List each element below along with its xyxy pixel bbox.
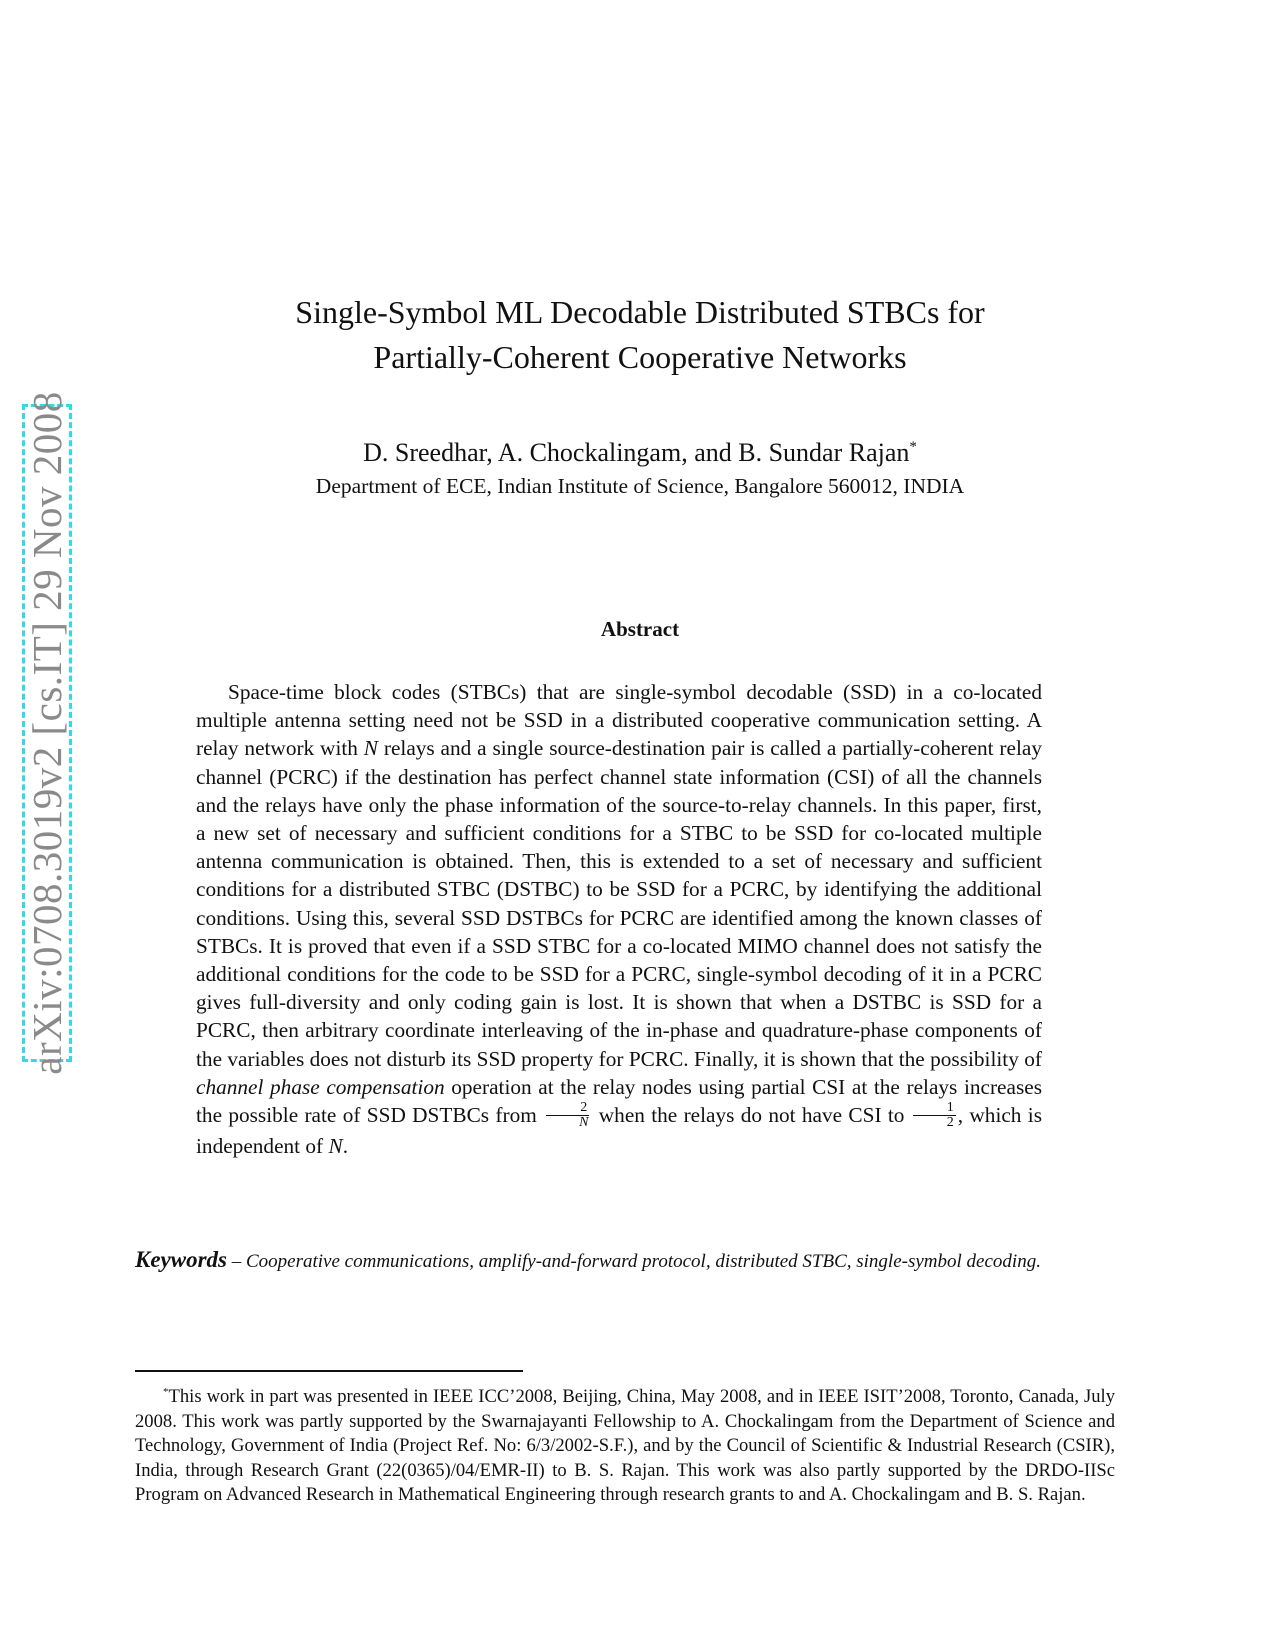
abstract-heading: Abstract (600, 617, 680, 641)
fraction-denominator: 2 (946, 1114, 954, 1130)
abstract-text-1: Space-time block codes (STBCs) that are single-symbol decodable (SSD) in a co-located multiple antenna setting need not be SSD in a distributed cooperative communication setting. A relay network with (196, 680, 1042, 761)
paper-title (150, 290, 1130, 380)
title-line-2: Partially-Coherent Cooperative Networks (373, 339, 907, 375)
fraction-numerator: 2 (546, 1101, 589, 1116)
arxiv-stamp-text: arXiv:0708.3019v2 [cs.IT] 29 Nov 2008 (24, 391, 71, 1075)
affiliation: Department of ECE, Indian Institute of Science, Bangalore 560012, INDIA (315, 474, 965, 498)
abstract-text-4: when the relays do not have CSI to (592, 1103, 911, 1128)
abstract-body (196, 678, 1042, 1160)
abstract-text-6: . (342, 1133, 349, 1158)
keywords (135, 1238, 1115, 1284)
title-line-1: Single-Symbol ML Decodable Distributed STBCs for (295, 294, 985, 330)
footnote-rule (135, 1370, 523, 1372)
fraction-numerator: 1 (913, 1101, 956, 1116)
fraction-two-over-n (545, 1101, 590, 1130)
abstract-text-5: , which is independent of (196, 1103, 1042, 1158)
abstract-emphasis: channel phase compensation (196, 1074, 445, 1099)
footnote-text: This work in part was presented in IEEE ICC’2008, Beijing, China, May 2008, and in IEEE ISIT’2008, Toronto, Canada, July 2008. This work was partly supported by the Swarnajayanti Fellowship to A. Chockalingam from the Department of Science and Technology, Government of India (Project Ref. No: 6/3/2002-S.F.), and by the Council of Scientific & Industrial Research (CSIR), India, through Research Grant (22(0365)/04/EMR-II) to B. S. Rajan. This work was also partly supported by the DRDO-IISc Program on Advanced Research in Mathematical Engineering through research grants to and A. Chockalingam and B. S. Rajan. (135, 1386, 1115, 1506)
footnote-mark: * (163, 1386, 169, 1398)
author-footnote-mark: * (909, 439, 917, 455)
abstract-var-n: N (363, 736, 378, 761)
keywords-label: Keywords (135, 1247, 227, 1272)
abstract-text-2: relays and a single source-destination pair is called a partially-coherent relay channel (PCRC) if the destination has perfect channel state information (CSI) of all the channels and the relays have only the phase information of the source-to-relay channels. In this paper, first, a new set of necessary and sufficient conditions for a STBC to be SSD for co-located multiple antenna communication is obtained. Then, this is extended to a set of necessary and sufficient conditions for a distributed STBC (DSTBC) to be SSD for a PCRC, by identifying the additional conditions. Using this, several SSD DSTBCs for PCRC are identified among the known classes of STBCs. It is proved that even if a SSD STBC for a co-located MIMO channel does not satisfy the additional conditions for the code to be SSD for a PCRC, single-symbol decoding of it in a PCRC gives full-diversity and only coding gain is lost. It is shown that when a DSTBC is SSD for a PCRC, then arbitrary coordinate interleaving of the in-phase and quadrature-phase components of the variables does not disturb its SSD property for PCRC. Finally, it is shown that the possibility of (196, 736, 1042, 1071)
footnote (135, 1380, 1115, 1508)
abstract-text-3: operation at the relay nodes using partial CSI at the relays increases the possible rate of SSD DSTBCs from (196, 1074, 1042, 1128)
fraction-denominator: N (579, 1114, 589, 1130)
arxiv-stamp (22, 391, 72, 1075)
keywords-text: – Cooperative communications, amplify-and-forward protocol, distributed STBC, single-symbol decoding. (227, 1251, 1041, 1272)
fraction-one-half (913, 1101, 956, 1130)
author-list (150, 432, 1130, 468)
authors-text: D. Sreedhar, A. Chockalingam, and B. Sundar Rajan (363, 438, 910, 467)
abstract-var-n: N (328, 1133, 343, 1158)
